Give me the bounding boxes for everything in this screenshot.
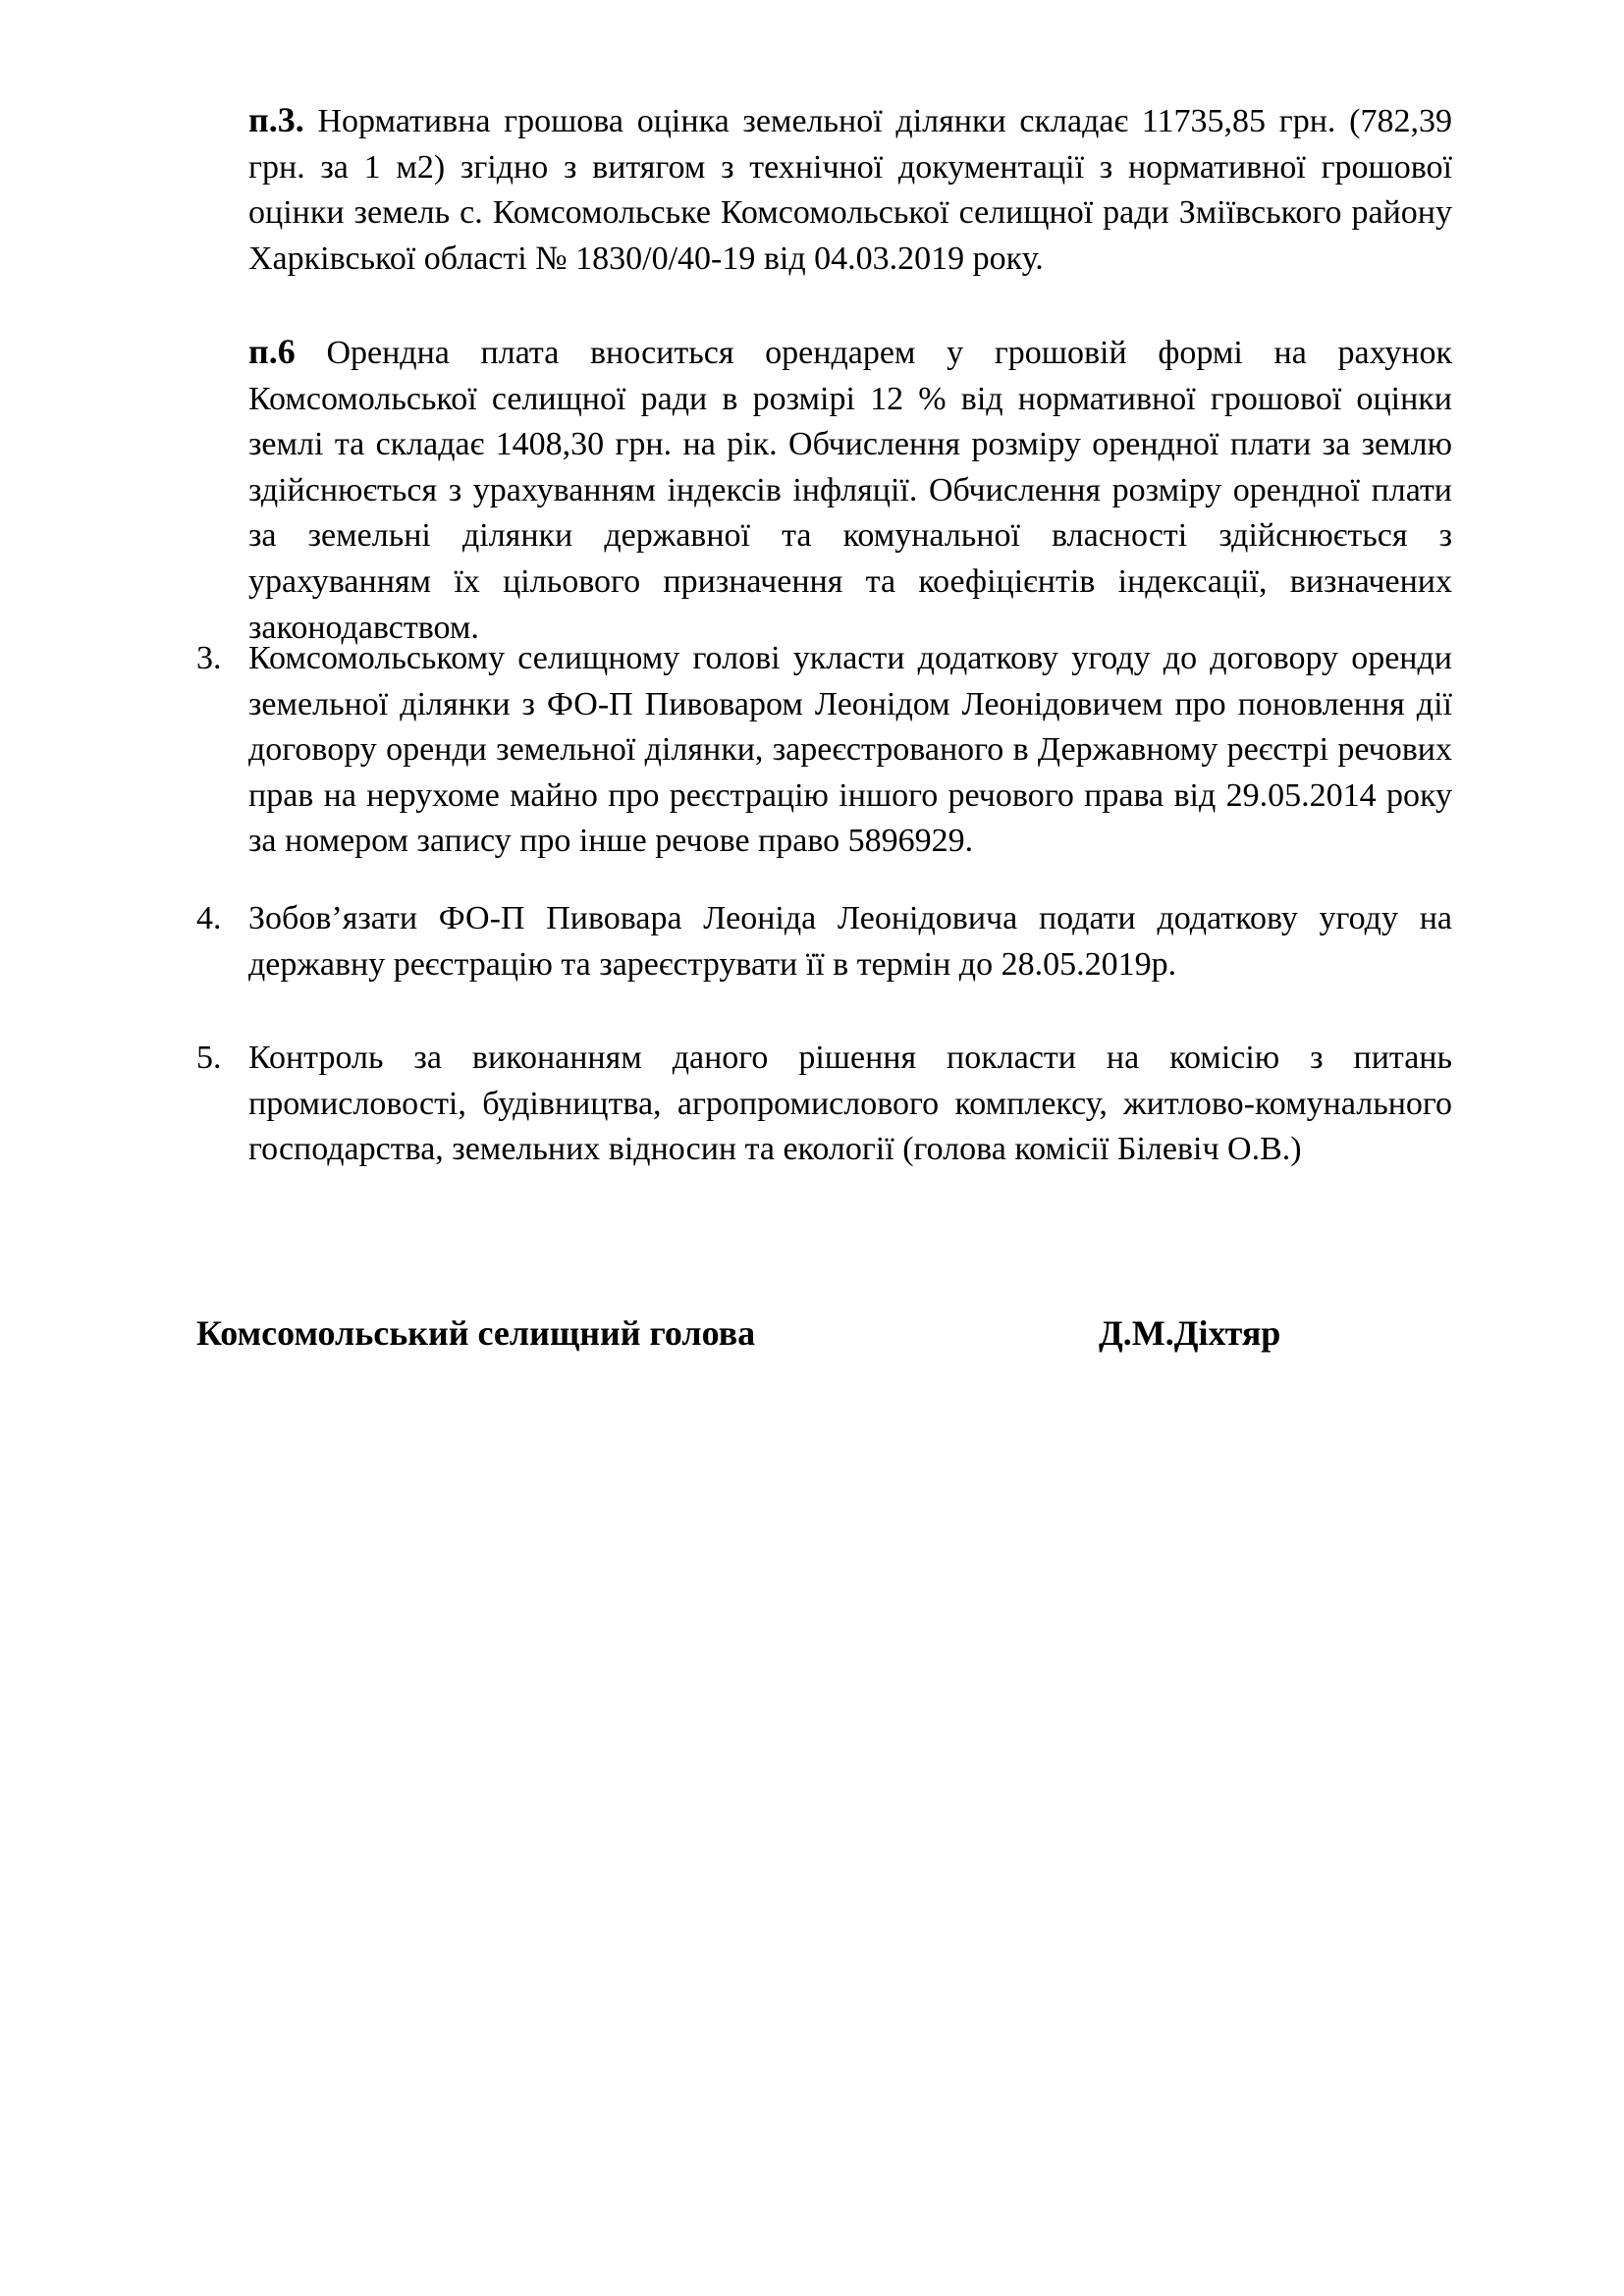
paragraph-p3 — [248, 97, 1452, 282]
list-item-text: Зобов’язати ФО-П Пивовара Леоніда Леонідовича подати додаткову угоду на державну реєстрацію та зареєструвати її в термін до 28.05.2019р. — [248, 900, 1452, 983]
paragraph-p6 — [248, 329, 1452, 651]
paragraph-p6-label: п.6 — [248, 332, 296, 371]
paragraph-p3-text: Нормативна грошова оцінка земельної ділянки складає 11735,85 грн. (782,39 грн. за 1 м2) згідно з витягом з технічної документації з нормативної грошової оцінки земель с. Комсомольське Комсомольської селищної ради Зміївського району Харківської області № 1830/0/40-19 від 04.03.2019 року. — [248, 103, 1452, 277]
list-item-text: Контроль за виконанням даного рішення покласти на комісію з питань промисловості, будівництва, агропромислового комплексу, житлово-комунального господарства, земельних відносин та екології (голова комісії Білевіч О.В.) — [248, 1040, 1452, 1168]
paragraph-p3-label: п.3. — [248, 100, 304, 139]
list-item-text: Комсомольському селищному голові укласти додаткову угоду до договору оренди земельної ділянки з ФО-П Пивоваром Леонідом Леонідовичем про поновлення дії договору оренди земельної ділянки, зареєстрованого в Державному реєстрі речових прав на нерухоме майно про реєстрацію іншого речового права від 29.05.2014 року за номером запису про інше речове право 5896929. — [248, 640, 1452, 860]
signature-title: Комсомольський селищний голова — [196, 1313, 756, 1353]
list-item-number: 5. — [196, 1040, 222, 1076]
signature-name: Д.М.Діхтяр — [1099, 1313, 1281, 1353]
list-item-number: 4. — [196, 900, 222, 936]
paragraph-p6-text: Орендна плата вноситься орендарем у грошовій формі на рахунок Комсомольської селищної ради в розмірі 12 % від нормативної грошової оцінки землі та складає 1408,30 грн. на рік. Обчислення розміру орендної плати за землю здійснюється з урахуванням індексів інфляції. Обчислення розміру орендної плати за земельні ділянки державної та комунальної власності здійснюється з урахуванням їх цільового призначення та коефіцієнтів індексації, визначених законодавством. — [248, 335, 1452, 646]
list-item-number: 3. — [196, 640, 222, 676]
